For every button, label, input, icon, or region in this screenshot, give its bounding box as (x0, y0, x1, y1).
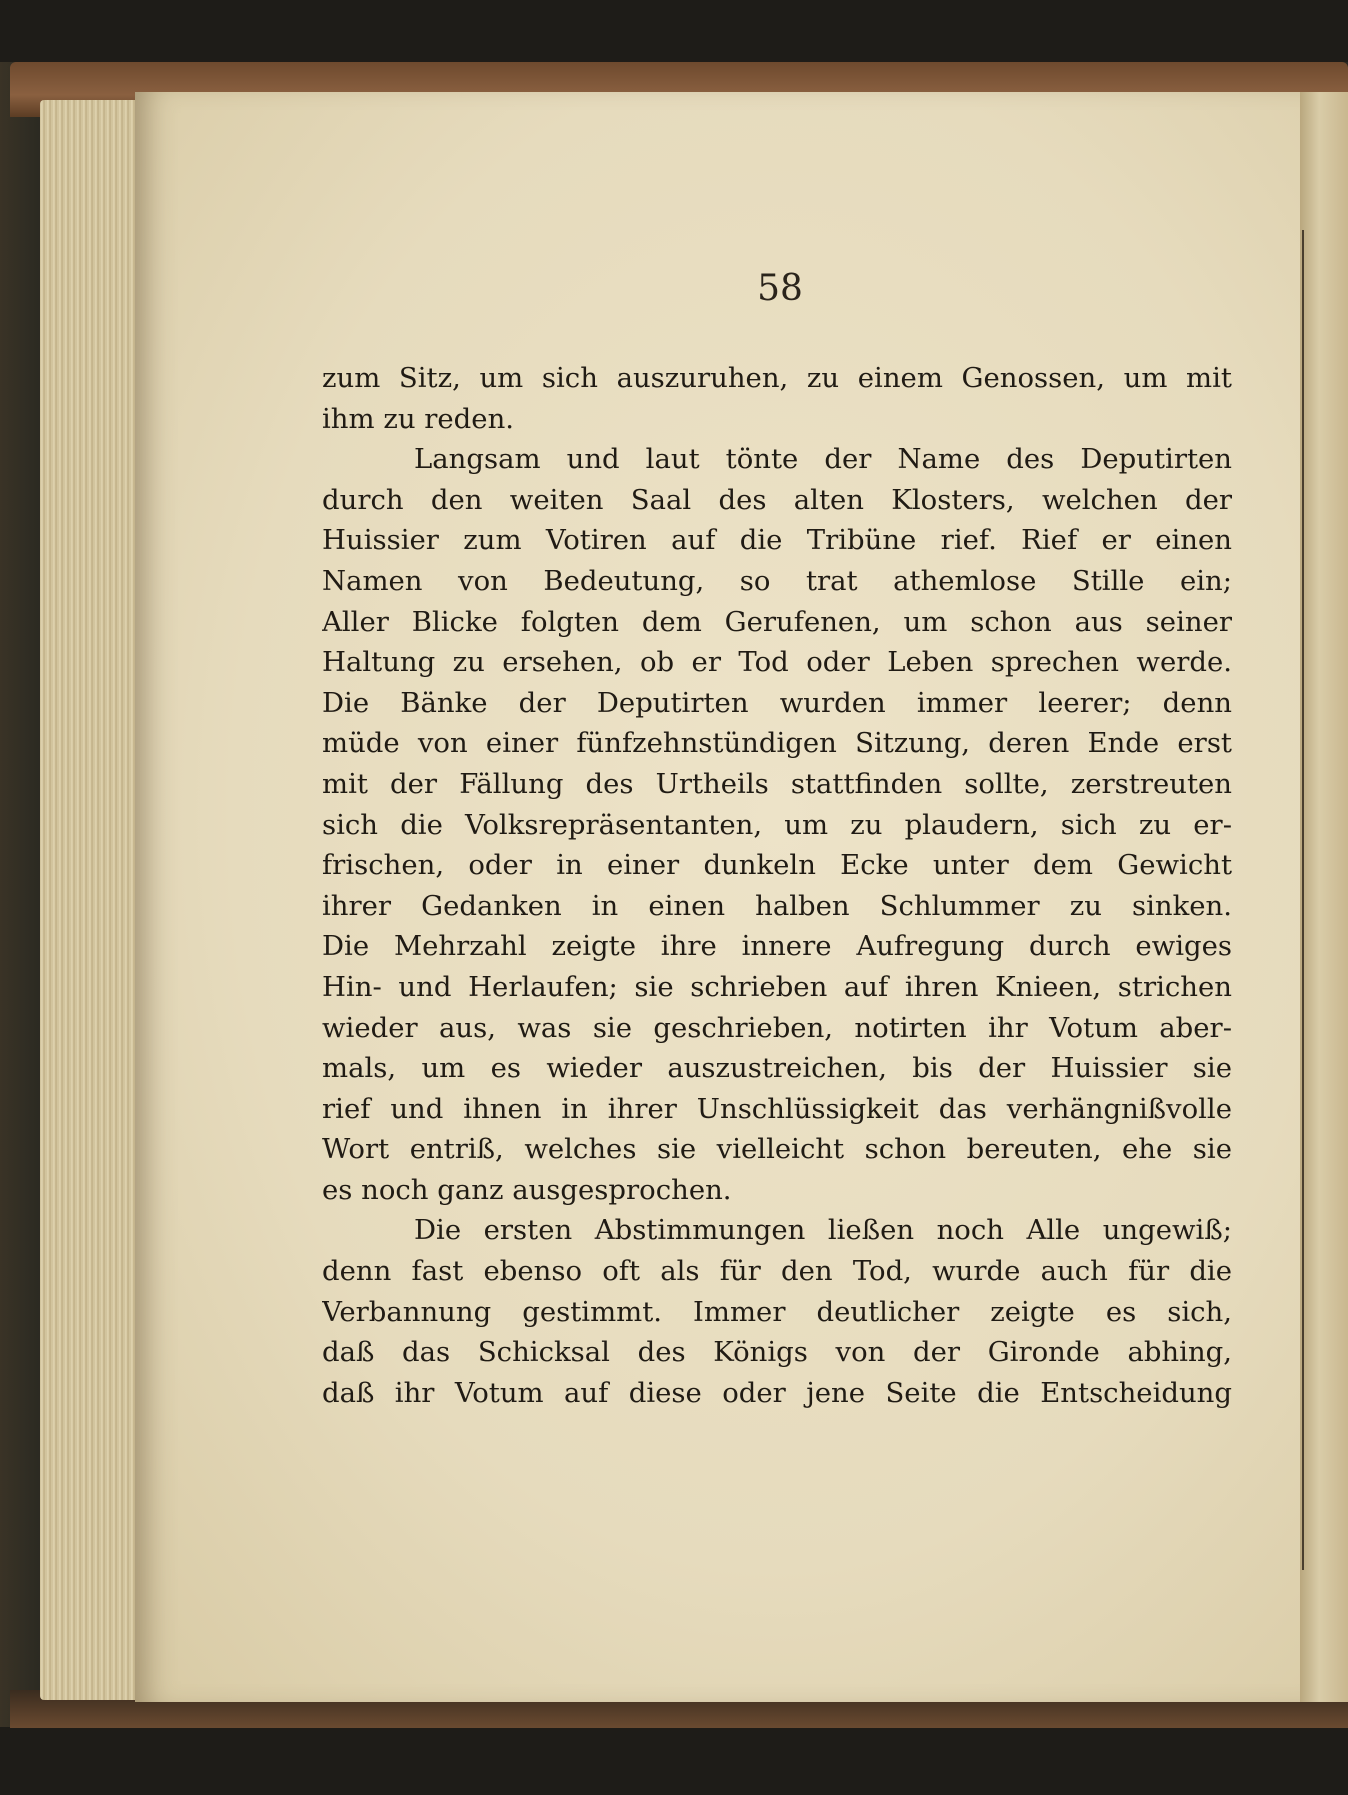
text-line: es noch ganz ausgesprochen. (322, 1173, 732, 1206)
text-line: wieder aus, was sie geschrieben, notirten ihr Votum aber- (322, 1011, 1232, 1044)
text-line: sich die Volksrepräsentanten, um zu plaudern, sich zu er- (322, 808, 1232, 841)
text-line: Verbannung gestimmt. Immer deutlicher zeigte es sich, (322, 1295, 1232, 1328)
text-line: Namen von Bedeutung, so trat athemlose Stille ein; (322, 564, 1232, 597)
text-line: Hin- und Herlaufen; sie schrieben auf ihren Knieen, strichen (322, 970, 1232, 1003)
text-line: ihm zu reden. (322, 402, 515, 435)
text-line: Langsam und laut tönte der Name des Deputirten (414, 443, 1232, 476)
text-line: Huissier zum Votiren auf die Tribüne rief. Rief er einen (322, 524, 1232, 557)
text-line: müde von einer fünfzehnstündigen Sitzung, deren Ende erst (322, 727, 1232, 760)
page-stack-edges (40, 100, 150, 1700)
text-line: daß ihr Votum auf diese oder jene Seite die Entscheidung (322, 1376, 1232, 1409)
text-line: mals, um es wieder auszustreichen, bis der Huissier sie (322, 1052, 1232, 1085)
text-line: Haltung zu ersehen, ob er Tod oder Leben sprechen werde. (322, 646, 1232, 679)
text-line: frischen, oder in einer dunkeln Ecke unter dem Gewicht (322, 849, 1232, 882)
gutter-shadow-line (1302, 230, 1304, 1570)
text-line: Die Bänke der Deputirten wurden immer leerer; denn (322, 686, 1232, 719)
page-number: 58 (757, 268, 803, 309)
text-line: Aller Blicke folgten dem Gerufenen, um schon aus seiner (322, 605, 1232, 638)
text-line: mit der Fällung des Urtheils stattfinden sollte, zerstreuten (322, 767, 1232, 800)
facing-page-gutter (1300, 92, 1348, 1702)
text-line: Die Mehrzahl zeigte ihre innere Aufregung durch ewiges (322, 930, 1232, 963)
text-line: Die ersten Abstimmungen ließen noch Alle ungewiß; (414, 1214, 1232, 1247)
text-line: ihrer Gedanken in einen halben Schlummer zu sinken. (322, 889, 1232, 922)
text-line: Wort entriß, welches sie vielleicht schon bereuten, ehe sie (322, 1133, 1232, 1166)
text-line: zum Sitz, um sich auszuruhen, zu einem Genossen, um mit (322, 362, 1232, 394)
text-line: durch den weiten Saal des alten Klosters, welchen der (322, 483, 1232, 516)
text-line: rief und ihnen in ihrer Unschlüssigkeit das verhängnißvolle (322, 1092, 1232, 1125)
text-line: daß das Schicksal des Königs von der Gironde abhing, (322, 1336, 1232, 1369)
text-line: denn fast ebenso oft als für den Tod, wurde auch für die (322, 1255, 1232, 1288)
body-text (322, 358, 1232, 1413)
